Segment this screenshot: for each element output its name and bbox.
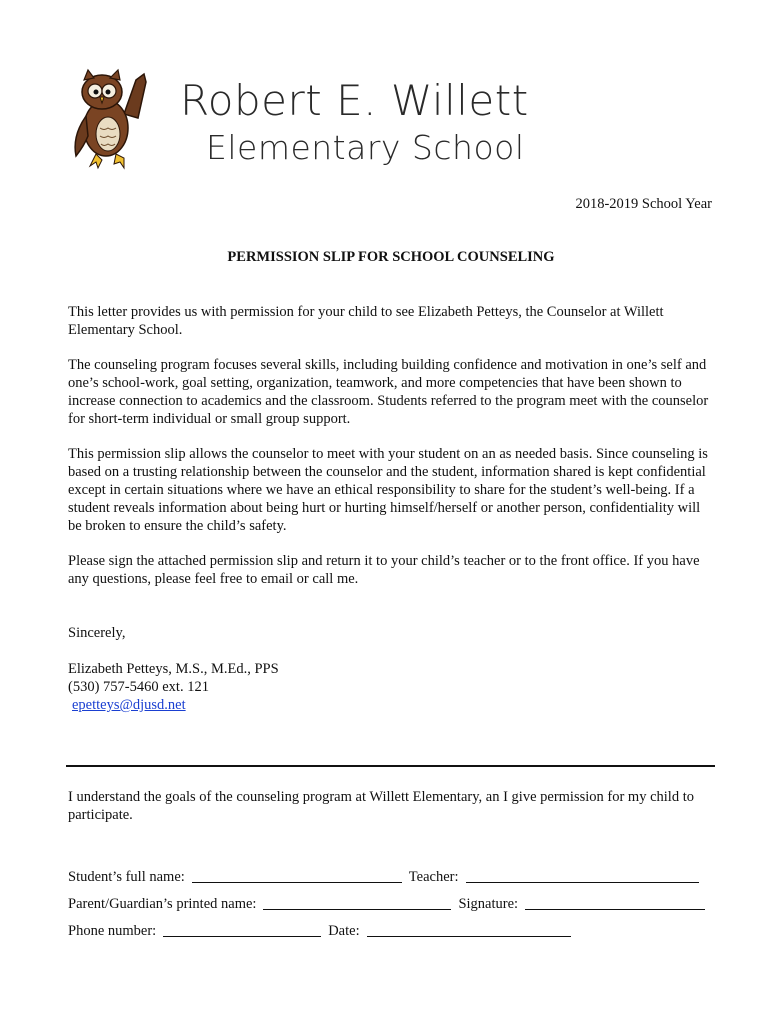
school-year: 2018-2019 School Year — [575, 196, 712, 212]
closing: Sincerely, — [68, 625, 126, 641]
owl-mascot-icon — [66, 66, 156, 176]
signature-label: Signature: — [458, 896, 519, 912]
date-field[interactable] — [367, 936, 571, 937]
signer-phone: (530) 757-5460 ext. 121 — [68, 679, 209, 695]
form-row-phone — [68, 920, 712, 940]
letter-body — [68, 303, 716, 605]
school-name-line1: Robert E. Willett — [180, 76, 529, 125]
date-label: Date: — [328, 923, 360, 939]
signer-name: Elizabeth Petteys, M.S., M.Ed., PPS — [68, 661, 279, 677]
student-name-field[interactable] — [192, 882, 402, 883]
document-title: PERMISSION SLIP FOR SCHOOL COUNSELING — [227, 249, 555, 265]
guardian-name-label: Parent/Guardian’s printed name: — [68, 896, 257, 912]
signature-field[interactable] — [525, 909, 705, 910]
guardian-name-field[interactable] — [263, 909, 451, 910]
form-row-student — [68, 866, 712, 886]
teacher-label: Teacher: — [408, 869, 459, 885]
student-name-label: Student’s full name: — [68, 869, 185, 885]
school-name-line2: Elementary School — [206, 128, 525, 167]
signer-email-link[interactable]: epetteys@djusd.net — [72, 697, 186, 713]
teacher-field[interactable] — [466, 882, 699, 883]
paragraph-intro: This letter provides us with permission for your child to see Elizabeth Petteys, the Counselor at Willett Elementary School. — [68, 304, 664, 338]
paragraph-confidentiality: This permission slip allows the counselor to meet with your student on an as needed basis. Since counseling is based on a trusting relationship between the counselor and the student, information shared is kept confidential except in certain situations where we have an ethical responsibility to share for the student’s well-being. If a student reveals information about being hurt or hurting himself/herself or another person, confidentiality will be broken to ensure the child’s safety. — [68, 446, 708, 534]
form-row-guardian — [68, 893, 712, 913]
paragraph-instructions: Please sign the attached permission slip and return it to your child’s teacher or to the front office. If you have any questions, please feel free to email or call me. — [68, 553, 700, 587]
section-divider — [66, 765, 715, 767]
signature-block — [68, 624, 279, 714]
phone-field[interactable] — [163, 936, 321, 937]
paragraph-program: The counseling program focuses several skills, including building confidence and motivation in one’s self and one’s school-work, goal setting, organization, teamwork, and more competencies that have been shown to increase connection to academics and the classroom. Students referred to the program meet with the counselor for short-term individual or small group support. — [68, 357, 709, 427]
phone-label: Phone number: — [68, 923, 157, 939]
consent-statement: I understand the goals of the counseling program at Willett Elementary, an I give permission for my child to participate. — [68, 789, 694, 823]
